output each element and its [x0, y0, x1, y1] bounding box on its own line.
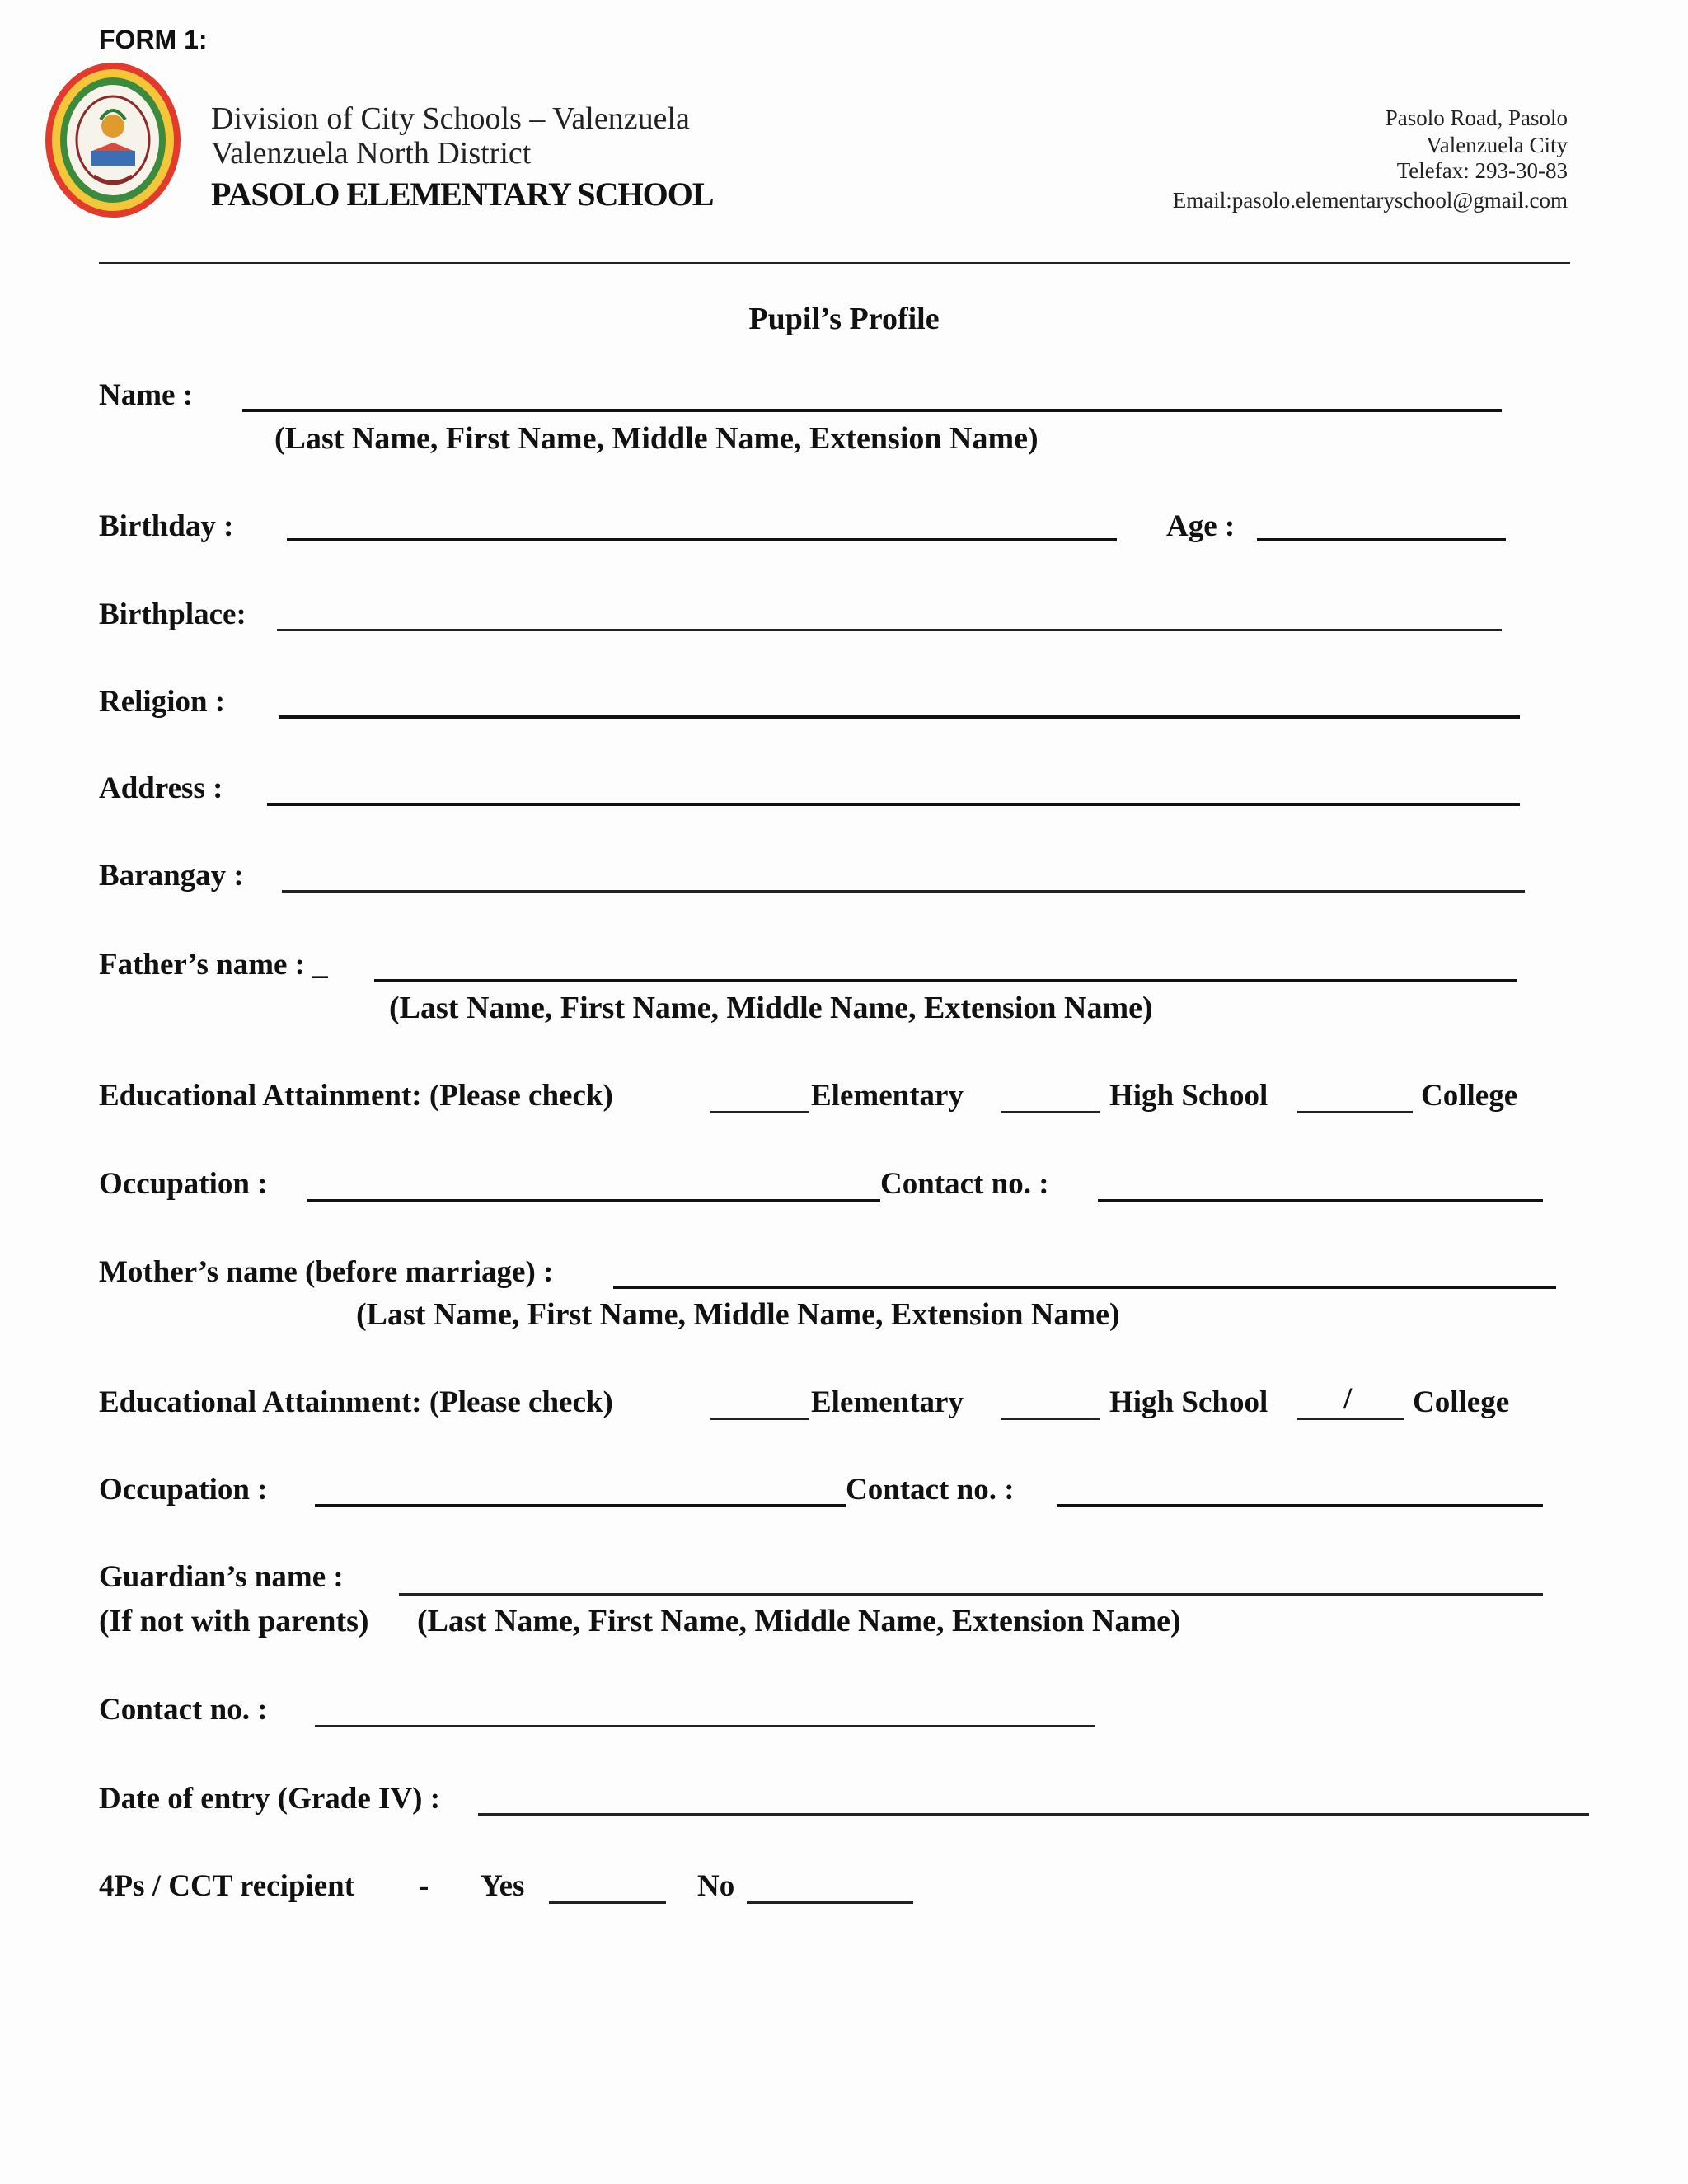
father-highschool-check[interactable]	[1001, 1111, 1100, 1113]
father-name-label: Father’s name : _	[99, 948, 328, 982]
mother-name-label: Mother’s name (before marriage) :	[99, 1255, 554, 1289]
guardian-name-field[interactable]	[399, 1593, 1543, 1596]
mother-college-checkmark: /	[1343, 1382, 1353, 1416]
school-name: PASOLO ELEMENTARY SCHOOL	[211, 176, 714, 213]
address-field[interactable]	[267, 803, 1520, 806]
father-elementary-label: Elementary	[811, 1079, 964, 1113]
guardian-name-label: Guardian’s name :	[99, 1560, 344, 1594]
mother-edu-label: Educational Attainment: (Please check)	[99, 1385, 613, 1419]
page-title: Pupil’s Profile	[748, 302, 940, 336]
fourps-no-check[interactable]	[747, 1901, 913, 1904]
father-occupation-field[interactable]	[307, 1199, 880, 1202]
email: Email:pasolo.elementaryschool@gmail.com	[1172, 188, 1568, 213]
mother-contact-field[interactable]	[1057, 1504, 1543, 1507]
fourps-yes-label: Yes	[481, 1869, 525, 1903]
barangay-field[interactable]	[282, 890, 1525, 893]
barangay-label: Barangay :	[99, 859, 244, 893]
guardian-contact-label: Contact no. :	[99, 1693, 268, 1727]
mother-contact-label: Contact no. :	[846, 1473, 1015, 1507]
mother-highschool-check[interactable]	[1001, 1418, 1100, 1420]
form-number: FORM 1:	[99, 25, 208, 54]
mother-name-field[interactable]	[613, 1286, 1556, 1289]
address-line2: Valenzuela City	[1426, 133, 1568, 157]
father-edu-label: Educational Attainment: (Please check)	[99, 1079, 613, 1113]
father-name-format-hint: (Last Name, First Name, Middle Name, Extension Name)	[389, 991, 1153, 1025]
date-entry-label: Date of entry (Grade IV) :	[99, 1782, 441, 1816]
father-occupation-label: Occupation :	[99, 1167, 268, 1201]
date-entry-field[interactable]	[478, 1813, 1589, 1816]
name-field[interactable]	[242, 409, 1502, 412]
mother-college-check[interactable]	[1297, 1418, 1404, 1420]
fourps-no-label: No	[697, 1869, 735, 1903]
fourps-yes-check[interactable]	[549, 1901, 666, 1904]
age-field[interactable]	[1257, 538, 1506, 541]
father-highschool-label: High School	[1109, 1079, 1268, 1113]
telefax: Telefax: 293-30-83	[1396, 158, 1568, 183]
header-divider	[99, 262, 1570, 264]
school-seal-logo	[43, 60, 183, 221]
mother-name-format-hint: (Last Name, First Name, Middle Name, Extension Name)	[356, 1297, 1120, 1332]
father-elementary-check[interactable]	[710, 1111, 809, 1113]
division-name: Division of City Schools – Valenzuela	[211, 101, 690, 136]
age-label: Age :	[1166, 509, 1236, 543]
name-format-hint: (Last Name, First Name, Middle Name, Extension Name)	[274, 421, 1039, 456]
father-name-field[interactable]	[374, 979, 1517, 982]
fourps-dash: -	[419, 1869, 429, 1903]
mother-elementary-label: Elementary	[811, 1385, 964, 1419]
name-label: Name :	[99, 378, 194, 412]
fourps-label: 4Ps / CCT recipient	[99, 1869, 355, 1903]
father-college-label: College	[1421, 1079, 1518, 1113]
guardian-contact-field[interactable]	[315, 1725, 1095, 1727]
guardian-name-format-hint: (Last Name, First Name, Middle Name, Extension Name)	[417, 1604, 1181, 1638]
birthday-field[interactable]	[287, 538, 1117, 541]
mother-elementary-check[interactable]	[710, 1418, 809, 1420]
religion-label: Religion :	[99, 685, 226, 719]
birthday-label: Birthday :	[99, 509, 234, 543]
father-college-check[interactable]	[1297, 1111, 1413, 1113]
address-label: Address :	[99, 771, 223, 805]
father-contact-field[interactable]	[1098, 1199, 1543, 1202]
address-line1: Pasolo Road, Pasolo	[1385, 105, 1568, 130]
guardian-note: (If not with parents)	[99, 1604, 369, 1638]
father-contact-label: Contact no. :	[880, 1167, 1049, 1201]
mother-highschool-label: High School	[1109, 1385, 1268, 1419]
mother-occupation-field[interactable]	[315, 1504, 846, 1507]
mother-college-label: College	[1413, 1385, 1510, 1419]
religion-field[interactable]	[279, 715, 1520, 719]
birthplace-label: Birthplace:	[99, 598, 246, 631]
mother-occupation-label: Occupation :	[99, 1473, 268, 1507]
birthplace-field[interactable]	[277, 629, 1502, 631]
district-name: Valenzuela North District	[211, 136, 532, 171]
